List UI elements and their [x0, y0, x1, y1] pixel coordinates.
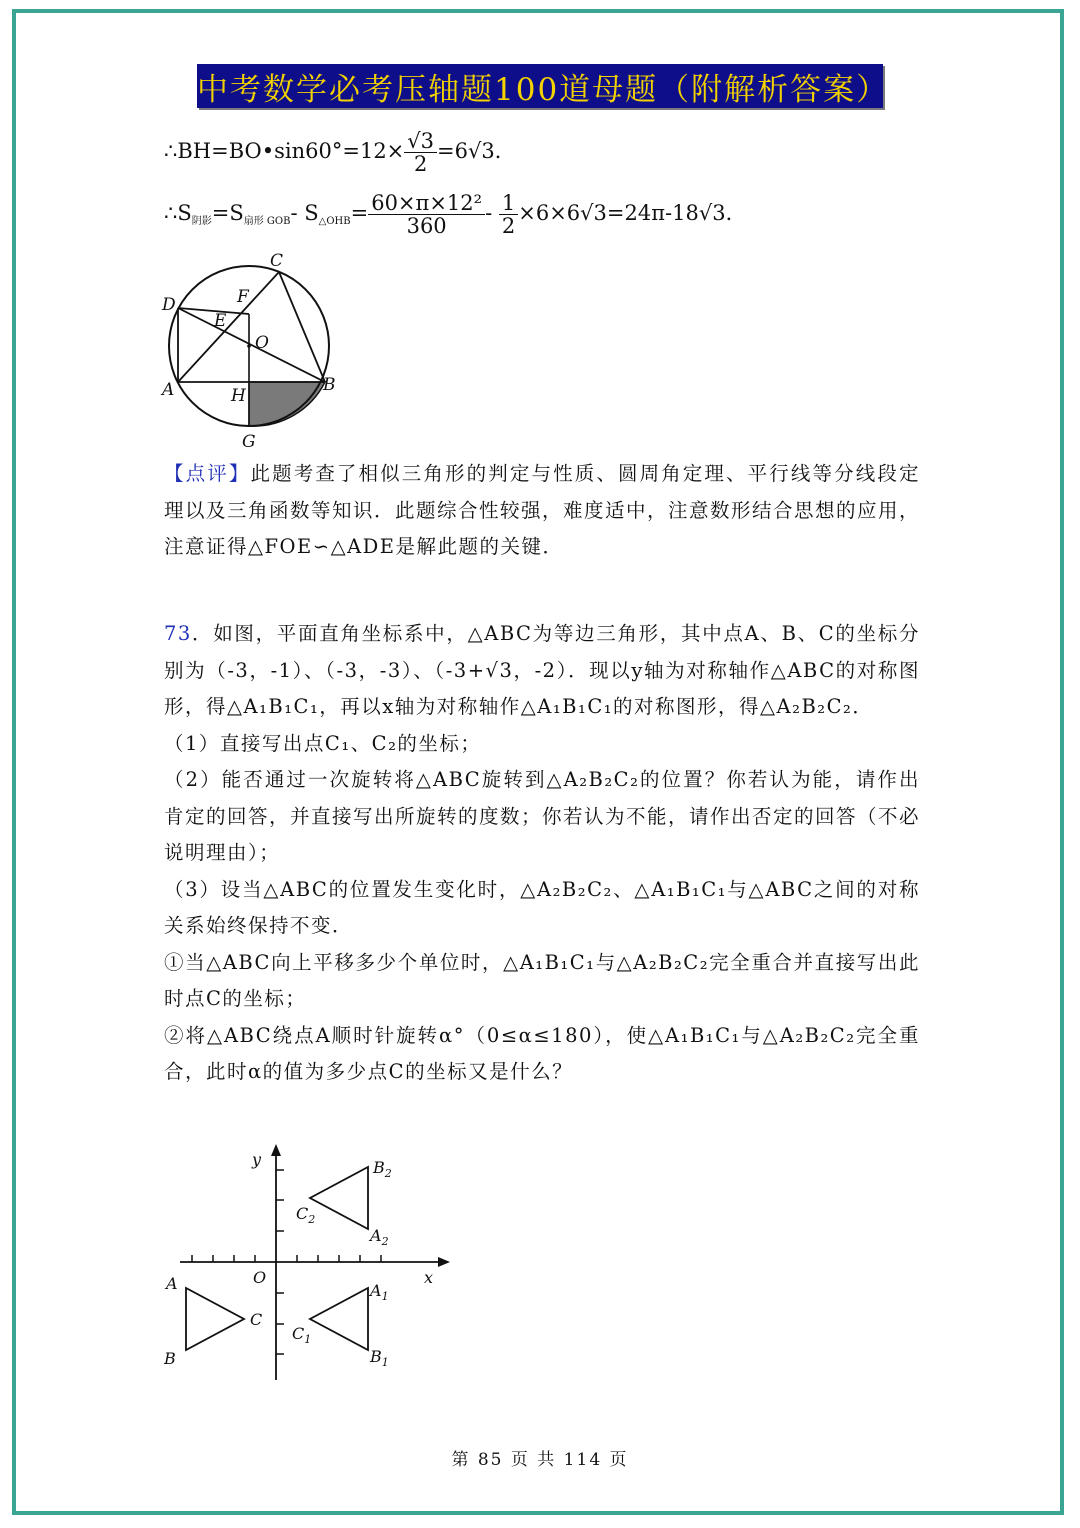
problem-73 [164, 616, 920, 1091]
label-o: O [255, 333, 269, 353]
eq1-prefix: ∴BH=BO•sin60°=12× [164, 139, 405, 164]
eq2-sub-shadow: 阴影 [191, 216, 212, 228]
label-e: E [214, 311, 227, 331]
label-a: A [162, 380, 175, 400]
label-point-c1: $C_1$ [292, 1324, 312, 1346]
eq2-minus2: - [485, 201, 493, 226]
question-2: （2）能否通过一次旋转将△ABC旋转到△A₂B₂C₂的位置？你若认为能，请作出肯定的回答，并直接写出所旋转的度数；你若认为不能，请作出否定的回答（不必说明理由）； [164, 768, 921, 864]
eq2-frac1-num: 60×π×12² [368, 192, 485, 215]
center-dot [247, 344, 251, 348]
label-point-b: B [164, 1349, 176, 1368]
label-f: F [237, 287, 249, 307]
triangle-a1b1c1 [310, 1288, 368, 1350]
label-x-axis: x [424, 1268, 434, 1287]
problem-number: 73 [164, 622, 192, 645]
eq1-frac-num: √3 [404, 130, 437, 153]
label-g: G [242, 432, 256, 452]
eq1-suffix: =6√3． [437, 139, 516, 164]
question-3a: ①当△ABC向上平移多少个单位时，△A₁B₁C₁与△A₂B₂C₂完全重合并直接写出此时点C的坐标； [164, 950, 920, 1010]
label-h: H [231, 386, 246, 406]
triangle-a2b2c2 [310, 1167, 368, 1229]
eq2-sub-triangle: △OHB [318, 216, 351, 228]
comment-tag: 【点评】 [164, 462, 251, 485]
label-point-a1: $A_1$ [370, 1281, 389, 1303]
eq2-prefix: ∴S [164, 201, 192, 226]
equation-area [164, 192, 747, 237]
comment-text: 此题考查了相似三角形的判定与性质、圆周角定理、平行线等分线段定理以及三角函数等知识．此题综合性较强，难度适中，注意数形结合思想的应用，注意证得△FOE∽△ADE是解此题的关键． [164, 462, 921, 558]
eq2-eq2: = [350, 201, 369, 226]
question-3b: ②将△ABC绕点A顺时针旋转α°（0≤α≤180），使△A₁B₁C₁与△A₂B₂C₂完全重合，此时α的值为多少点C的坐标又是什么？ [164, 1023, 920, 1083]
label-origin: O [253, 1268, 267, 1287]
label-d: D [162, 295, 176, 315]
label-point-c2: $C_2$ [296, 1204, 316, 1226]
eq2-frac2-den: 2 [501, 214, 516, 239]
label-point-c: C [250, 1310, 263, 1329]
eq2-fraction-2 [499, 192, 518, 237]
eq2-frac2-num: 1 [499, 192, 518, 215]
label-point-a2: $A_2$ [370, 1226, 389, 1248]
problem-intro-text: ．如图，平面直角坐标系中，△ABC为等边三角形，其中点A、B、C的坐标分别为（-3，-1）、（-3，-3）、（-3+√3，-2）．现以y轴为对称轴作△ABC的对称图形，得△A₁B₁C₁，再以x轴为对称轴作△A₁B₁C₁的对称图形，得△A₂B₂C₂． [164, 622, 920, 718]
circle-geometry-figure [158, 248, 348, 453]
y-axis-arrow [271, 1144, 281, 1156]
eq2-fraction-1 [368, 192, 485, 237]
eq2-eq1: =S [211, 201, 244, 226]
segment-cb [279, 272, 325, 382]
x-axis-arrow [438, 1257, 450, 1267]
question-1: （1）直接写出点C₁、C₂的坐标； [164, 731, 482, 755]
eq1-frac-den: 2 [413, 152, 428, 177]
problem-intro [164, 616, 920, 726]
label-y-axis: y [252, 1150, 262, 1169]
shaded-sector [249, 382, 325, 426]
label-point-b2: $B_2$ [373, 1158, 392, 1180]
label-c: C [270, 251, 284, 271]
equation-bh [164, 130, 516, 175]
eq2-suffix: ×6×6√3=24π-18√3． [518, 201, 747, 226]
eq2-minus1: - S [290, 201, 319, 226]
eq2-frac1-den: 360 [406, 214, 447, 239]
triangle-abc [186, 1288, 244, 1350]
label-point-a: A [166, 1274, 178, 1293]
segment-db [178, 308, 325, 382]
comment-paragraph [164, 456, 920, 566]
eq1-fraction [404, 130, 437, 175]
question-3: （3）设当△ABC的位置发生变化时，△A₂B₂C₂、△A₁B₁C₁与△ABC之间的对称关系始终保持不变． [164, 877, 920, 937]
label-b: B [323, 375, 336, 395]
eq2-sub-sector: 扇形 GOB [243, 216, 291, 228]
label-point-b1: $B_1$ [370, 1347, 389, 1369]
coordinate-figure [158, 1140, 458, 1390]
page-title: 中考数学必考压轴题100道母题（附解析答案） [197, 64, 883, 108]
x-axis-ticks [192, 1255, 381, 1262]
page-footer: 第 85 页 共 114 页 [451, 1450, 629, 1470]
